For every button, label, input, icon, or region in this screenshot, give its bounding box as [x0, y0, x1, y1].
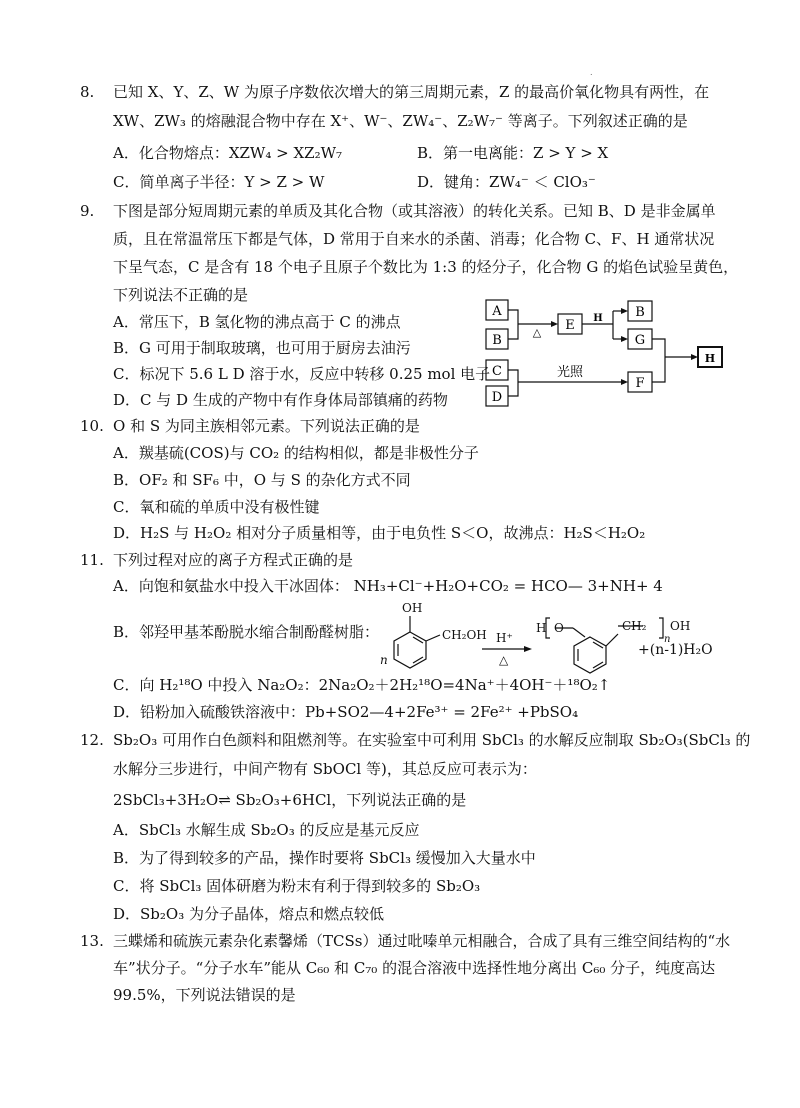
q11-option-d: D．铅粉加入硫酸铁溶液中：Pb+SO2—4+2Fe³⁺ = 2Fe²⁺ +PbSO₄ [113, 703, 579, 721]
q8-stem-line2: XW、ZW₃ 的熔融混合物中存在 X⁺、W⁻、ZW₄⁻、Z₂W₇⁻ 等离子。下列叙述正确的是 [113, 112, 688, 130]
q12-option-a: A．SbCl₃ 水解生成 Sb₂O₃ 的反应是基元反应 [113, 821, 420, 839]
label-g: G [634, 333, 646, 348]
label-d: D [491, 390, 503, 405]
label-a: A [492, 304, 502, 319]
water-byproduct: +(n-1)H₂O [638, 642, 713, 658]
q11-number: 11. [80, 551, 104, 569]
q9-option-c: C．标况下 5.6 L D 溶于水，反应中转移 0.25 mol 电子 [113, 365, 491, 383]
q10-option-b: B．OF₂ 和 SF₆ 中，O 与 S 的杂化方式不同 [113, 471, 411, 489]
q9-option-d: D．C 与 D 生成的产物中有作身体局部镇痛的药物 [113, 391, 448, 409]
q9-number: 9. [80, 202, 95, 220]
label-c: C [492, 364, 502, 379]
q8-number: 8. [80, 83, 95, 101]
q12-number: 12. [80, 731, 104, 749]
label-b-product: B [635, 305, 645, 320]
heat-label: △ [499, 653, 509, 667]
q11-option-b: B．邻羟甲基苯酚脱水缩合制酚醛树脂： [113, 623, 380, 641]
label-e: E [565, 318, 575, 333]
q12-option-c: C．将 SbCl₃ 固体研磨为粉末有利于得到较多的 Sb₂O₃ [113, 877, 481, 895]
h-plus-label: H⁺ [496, 631, 513, 645]
h-end-label: H [536, 621, 547, 635]
q9-stem-line1: 下图是部分短周期元素的单质及其化合物（或其溶液）的转化关系。已知 B、D 是非金属单 [113, 202, 716, 220]
q9-option-a: A．常压下，B 氢化物的沸点高于 C 的沸点 [113, 313, 401, 331]
q12-equation: 2SbCl₃+3H₂O⇌ Sb₂O₃+6HCl，下列说法正确的是 [113, 791, 467, 809]
q8-option-b: B．第一电离能：Z > Y > X [417, 144, 609, 162]
q8-option-a: A．化合物熔点：XZW₄ > XZ₂W₇ [113, 144, 343, 162]
q12-stem-line1: Sb₂O₃ 可用作白色颜料和阻燃剂等。在实验室中可利用 SbCl₃ 的水解反应制取 Sb₂O₃(SbCl₃ 的 [113, 731, 751, 749]
n-label: n [380, 653, 388, 667]
q8-option-d: D．键角：ZW₄⁻ ＜ ClO₃⁻ [417, 173, 596, 191]
oh-end-label: OH [670, 619, 691, 633]
heat-symbol: △ [532, 326, 542, 339]
q10-option-d: D．H₂S 与 H₂O₂ 相对分子质量相等，由于电负性 S＜O，故沸点：H₂S＜H₂O₂ [113, 524, 646, 542]
q11-reaction-diagram [378, 596, 708, 680]
q13-stem-line2: 车”状分子。“分子水车”能从 C₆₀ 和 C₇₀ 的混合溶液中选择性地分离出 C₆₀ 分子，纯度高达 [113, 959, 716, 977]
q9-stem-line3: 下呈气态，C 是含有 18 个电子且原子个数比为 1:3 的烃分子，化合物 G 的焰色试验呈黄色， [113, 258, 739, 276]
q10-stem: O 和 S 为同主族相邻元素。下列说法正确的是 [113, 417, 420, 435]
q13-stem-line1: 三蝶烯和硫族元素杂化素馨烯（TCSs）通过吡嗪单元相融合，合成了具有三维空间结构的“水 [113, 932, 731, 950]
q10-option-a: A．羰基硫(COS)与 CO₂ 的结构相似，都是非极性分子 [113, 444, 479, 462]
q8-option-c: C．简单离子半径：Y > Z > W [113, 173, 325, 191]
light-condition: 光照 [556, 365, 584, 380]
q9-stem-line4: 下列说法不正确的是 [113, 286, 249, 304]
q9-option-b: B．G 可用于制取玻璃，也可用于厨房去油污 [113, 339, 411, 357]
label-b: B [492, 333, 502, 348]
q11-stem: 下列过程对应的离子方程式正确的是 [113, 551, 354, 569]
reactant-ring [394, 632, 426, 668]
q11-option-a: A．向饱和氨盐水中投入干冰固体： NH₃+Cl⁻+H₂O+CO₂ = HCO— 3+NH+ 4 [113, 577, 663, 595]
q10-option-c: C．氧和硫的单质中没有极性键 [113, 498, 320, 516]
label-h: H [704, 352, 716, 365]
o-label: O [554, 621, 564, 635]
n-subscript-label: n [664, 634, 671, 645]
product-ring [574, 637, 606, 673]
q10-number: 10. [80, 417, 104, 435]
reagent-h: H [593, 313, 603, 324]
q9-stem-line2: 质，且在常温常压下都是气体，D 常用于自来水的杀菌、消毒；化合物 C、F、H 通常状况 [113, 230, 715, 248]
q11-option-c: C．向 H₂¹⁸O 中投入 Na₂O₂：2Na₂O₂＋2H₂¹⁸O=4Na⁺＋4OH⁻＋¹⁸O₂↑ [113, 676, 611, 694]
q9-conversion-diagram [480, 296, 730, 414]
q13-number: 13. [80, 932, 104, 950]
q13-stem-line3: 99.5%，下列说法错误的是 [113, 986, 296, 1004]
q12-option-b: B．为了得到较多的产品，操作时要将 SbCl₃ 缓慢加入大量水中 [113, 849, 536, 867]
ch2oh-label: CH₂OH [442, 628, 487, 642]
page-dot: . [590, 68, 593, 77]
q12-option-d: D．Sb₂O₃ 为分子晶体，熔点和燃点较低 [113, 905, 384, 923]
oh-label: OH [402, 601, 423, 615]
label-f: F [635, 376, 645, 391]
ch2-label: CH₂ [622, 619, 647, 633]
q8-stem-line1: 已知 X、Y、Z、W 为原子序数依次增大的第三周期元素，Z 的最高价氧化物具有两性，在 [113, 83, 710, 101]
q12-stem-line2: 水解分三步进行，中间产物有 SbOCl 等)，其总反应可表示为： [113, 760, 537, 778]
